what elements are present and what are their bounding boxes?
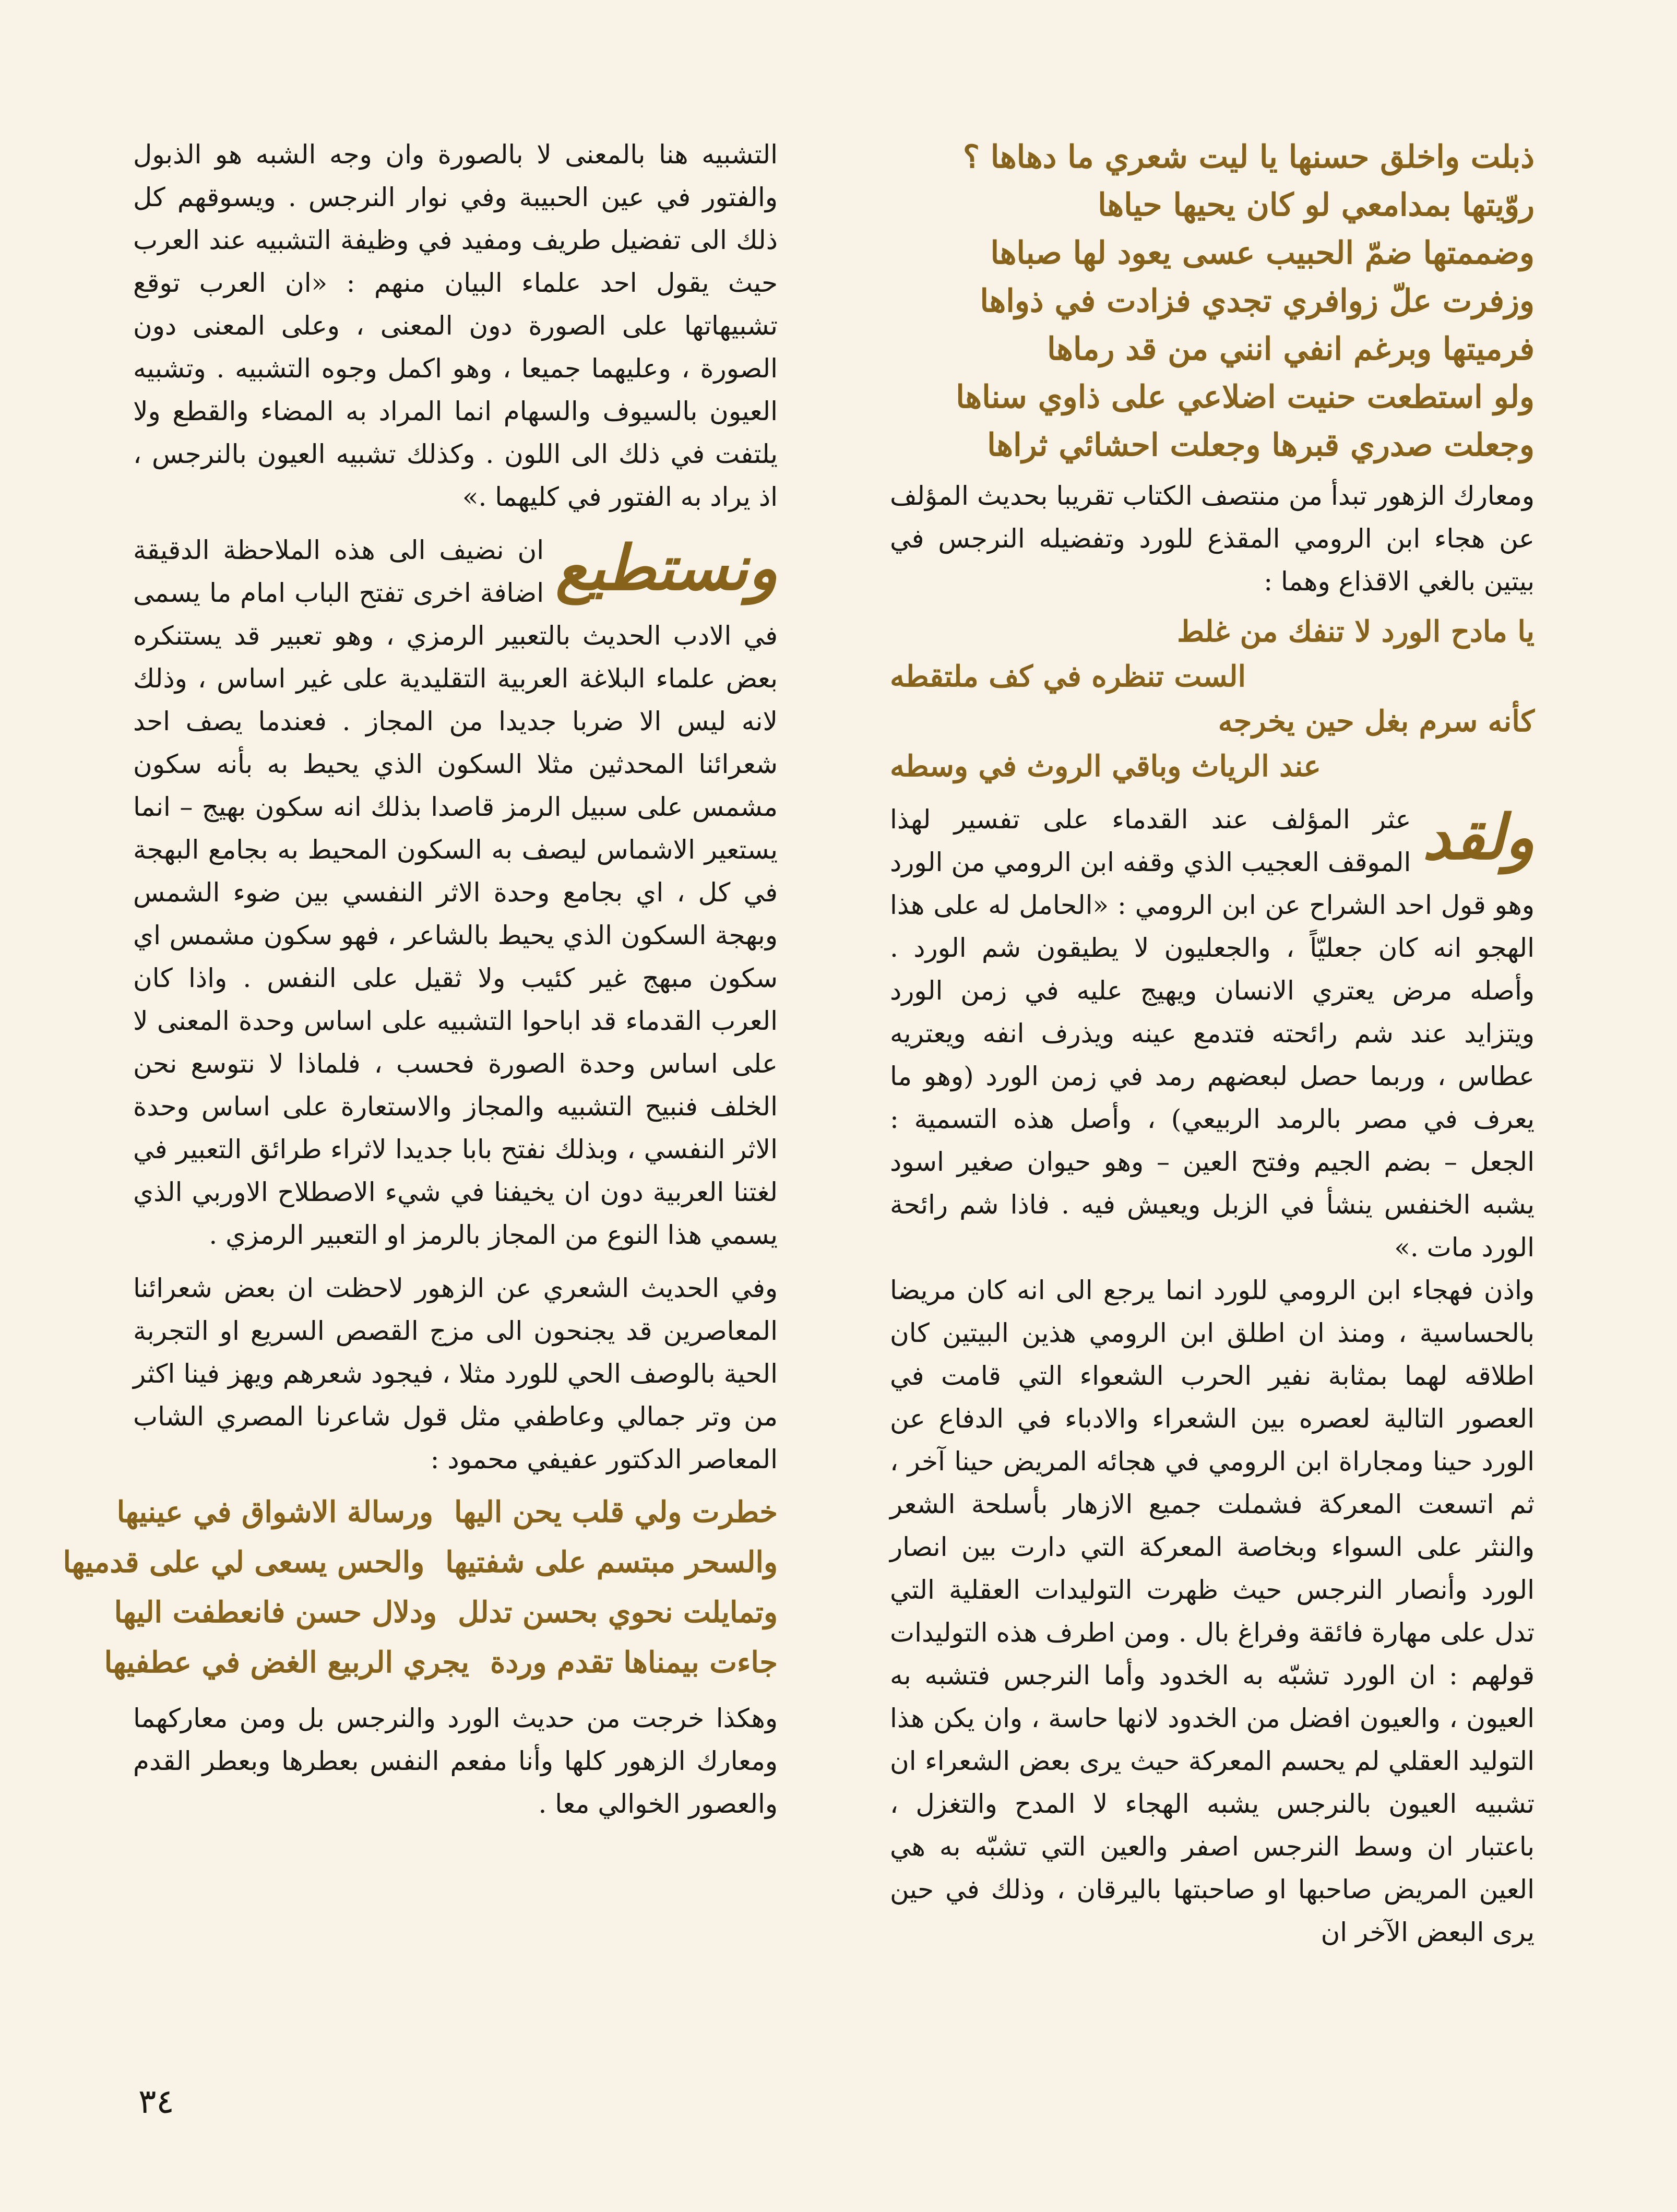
drop-cap-word: ولقد [1422,801,1535,873]
paragraph: وفي الحديث الشعري عن الزهور لاحظت ان بعض شعرائنا المعاصرين قد يجنحون الى مزج القصص السريع او التجربة الحية بالوصف الحي للورد مثلا ، فيجود شعرهم ويهز فينا اكثر من وتر جمالي وعاطفي مثل قول شاعرنا المصري الشاب المعاصر الدكتور عفيفي محمود : [133,1273,778,1474]
paragraph: التشبيه هنا بالمعنى لا بالصورة وان وجه الشبه هو الذبول والفتور في عين الحبيبة وفي نوار النرجس . ويسوقهم كل ذلك الى تفضيل طريف ومفيد في وظيفة التشبيه عند العرب حيث يقول احد علماء البيان منهم : «ان العرب توقع تشبيهاتها على الصورة دون المعنى ، وعلى المعنى دون الصورة ، وعليهما جميعا ، وهو اكمل وجوه التشبيه . وتشبيه العيون بالسيوف والسهام انما المراد به المضاء والقطع ولا يلتفت في ذلك الى اللون . وكذلك تشبيه العيون بالنرجس ، اذ يراد به الفتور في كليهما .» [133,139,778,512]
poem-line: روّيتها بمدامعي لو كان يحيها حياها [1098,187,1535,223]
hemistich: وتمايلت نحوي بحسن تدلل [458,1595,778,1630]
modern-poem [63,1487,778,1687]
paragraph: ان نضيف الى هذه الملاحظة الدقيقة اضافة اخرى تفتح الباب امام ما يسمى في الادب الحديث بالتعبير الرمزي ، وهو تعبير قد يستنكره بعض علماء البلاغة العربية التقليدية على غير اساس ، وذلك لانه ليس الا ضربا جديدا من المجاز . فعندما يصف احد شعرائنا المحدثين مثلا السكون الذي يحيط به بأنه سكون مشمس على سبيل الرمز قاصدا بذلك انه سكون بهيج – انما يستعير الاشماس ليصف به السكون المحيط به بجامع البهجة في كل ، اي بجامع وحدة الاثر النفسي بين ضوء الشمس وبهجة السكون الذي يحيط بالشاعر ، فهو سكون مشمس اي سكون مبهج غير كئيب ولا ثقيل على النفس . واذا كان العرب القدماء قد اباحوا التشبيه على اساس وحدة المعنى لا على اساس وحدة الصورة فحسب ، فلماذا لا نتوسع نحن الخلف فنبيح التشبيه والمجاز والاستعارة على اساس وحدة الاثر النفسي ، وبذلك نفتح بابا جديدا لاثراء طرائق التعبير في لغتنا العربية دون ان يخيفنا في شيء الاصطلاح الاوربي الذي يسمي هذا النوع من المجاز بالرمز او التعبير الرمزي . [133,535,778,1250]
hemistich: ورسالة الاشواق في عينيها [116,1495,433,1529]
hemistich: الست تنظره في كف ملتقطه [890,659,1246,694]
page-number: ٣٤ [138,2083,174,2121]
hemistich: عند الرياث وباقي الروث في وسطه [890,749,1321,783]
poem-line: ولو استطعت حنيت اضلاعي على ذاوي سناها [956,379,1535,415]
hemistich: ودلال حسن فانعطفت اليها [114,1595,437,1630]
drop-cap-word: ونستطيع [555,531,778,604]
hemistich: يا مادح الورد لا تنفك من غلط [1177,614,1535,649]
poem-line: ذبلت واخلق حسنها يا ليت شعري ما دهاها ؟ [963,139,1535,175]
poem-line: وضممتها ضمّ الحبيب عسى يعود لها صباها [990,235,1535,271]
hemistich: والسحر مبتسم على شفتيها [445,1545,778,1579]
poem-line: وجعلت صدري قبرها وجعلت احشائي ثراها [987,427,1535,463]
poem-verse [104,1637,778,1687]
hemistich: جاءت بيمناها تقدم وردة [490,1645,778,1680]
paragraph: ومعارك الزهور تبدأ من منتصف الكتاب تقريبا بحديث المؤلف عن هجاء ابن الرومي المقذع للورد وتفضيله النرجس في بيتين بالغي الاقذاع وهما : [890,481,1535,597]
paragraph: واذن فهجاء ابن الرومي للورد انما يرجع الى انه كان مريضا بالحساسية ، ومنذ ان اطلق ابن الرومي هذين البيتين كان اطلاقه لهما بمثابة نفير الحرب الشعواء التي قامت في العصور التالية لعصره بين الشعراء والادباء في الدفاع عن الورد حينا ومجاراة ابن الرومي في هجائه المريض حينا آخر ، ثم اتسعت المعركة فشملت جميع الازهار بأسلحة الشعر والنثر على السواء وبخاصة المعركة التي دارت بين انصار الورد وأنصار النرجس حيث ظهرت التوليدات العقلية التي تدل على مهارة فائقة وفراغ بال . ومن اطرف هذه التوليدات قولهم : ان الورد تشبّه به الخدود وأما النرجس فتشبه به العيون ، والعيون افضل من الخدود لانها حاسة ، وان يكن هذا التوليد العقلي لم يحسم المعركة حيث يرى بعض الشعراء ان تشبيه العيون بالنرجس يشبه الهجاء لا المدح والتغزل ، باعتبار ان وسط النرجس اصفر والعين التي تشبّه به هي العين المريض صاحبها او صاحبتها باليرقان ، وذلك في حين يرى البعض الآخر ان [890,1275,1535,1947]
hemistich: يجري الربيع الغض في عطفيها [104,1645,470,1680]
poem-verse [63,1537,778,1587]
couplet [890,609,1535,789]
left-column [63,133,778,1825]
paragraph: عثر المؤلف عند القدماء على تفسير لهذا الموقف العجيب الذي وقفه ابن الرومي من الورد وهو قول احد الشراح عن ابن الرومي : «الحامل له على هذا الهجو انه كان جعليّاً ، والجعليون لا يطيقون شم الورد . وأصله مرض يعتري الانسان ويهيج عليه في زمن الورد ويتزايد عند شم رائحته فتدمع عينه ويذرف انفه ويعتريه عطاس ، وربما حصل لبعضهم رمد في زمن الورد (وهو ما يعرف في مصر بالرمد الربيعي) ، وأصل هذه التسمية : الجعل – بضم الجيم وفتح العين – وهو حيوان صغير اسود يشبه الخنفس ينشأ في الزبل ويعيش فيه . فاذا شم رائحة الورد مات .» [890,804,1535,1263]
hemistich: خطرت ولي قلب يحن اليها [454,1495,778,1529]
right-column [890,133,1535,1954]
elegy-poem [890,133,1535,469]
poem-line: وزفرت علّ زوافري تجدي فزادت في ذواها [980,283,1535,319]
hemistich: والحس يسعى لي على قدميها [63,1545,425,1579]
poem-verse [114,1587,778,1637]
paragraph: وهكذا خرجت من حديث الورد والنرجس بل ومن معاركهما ومعارك الزهور كلها وأنا مفعم النفس بعطرها وبعطر القدم والعصور الخوالي معا . [133,1703,778,1819]
hemistich: كأنه سرم بغل حين يخرجه [1218,704,1535,739]
poem-verse [116,1487,778,1537]
poem-line: فرميتها وبرغم انفي انني من قد رماها [1046,331,1535,367]
